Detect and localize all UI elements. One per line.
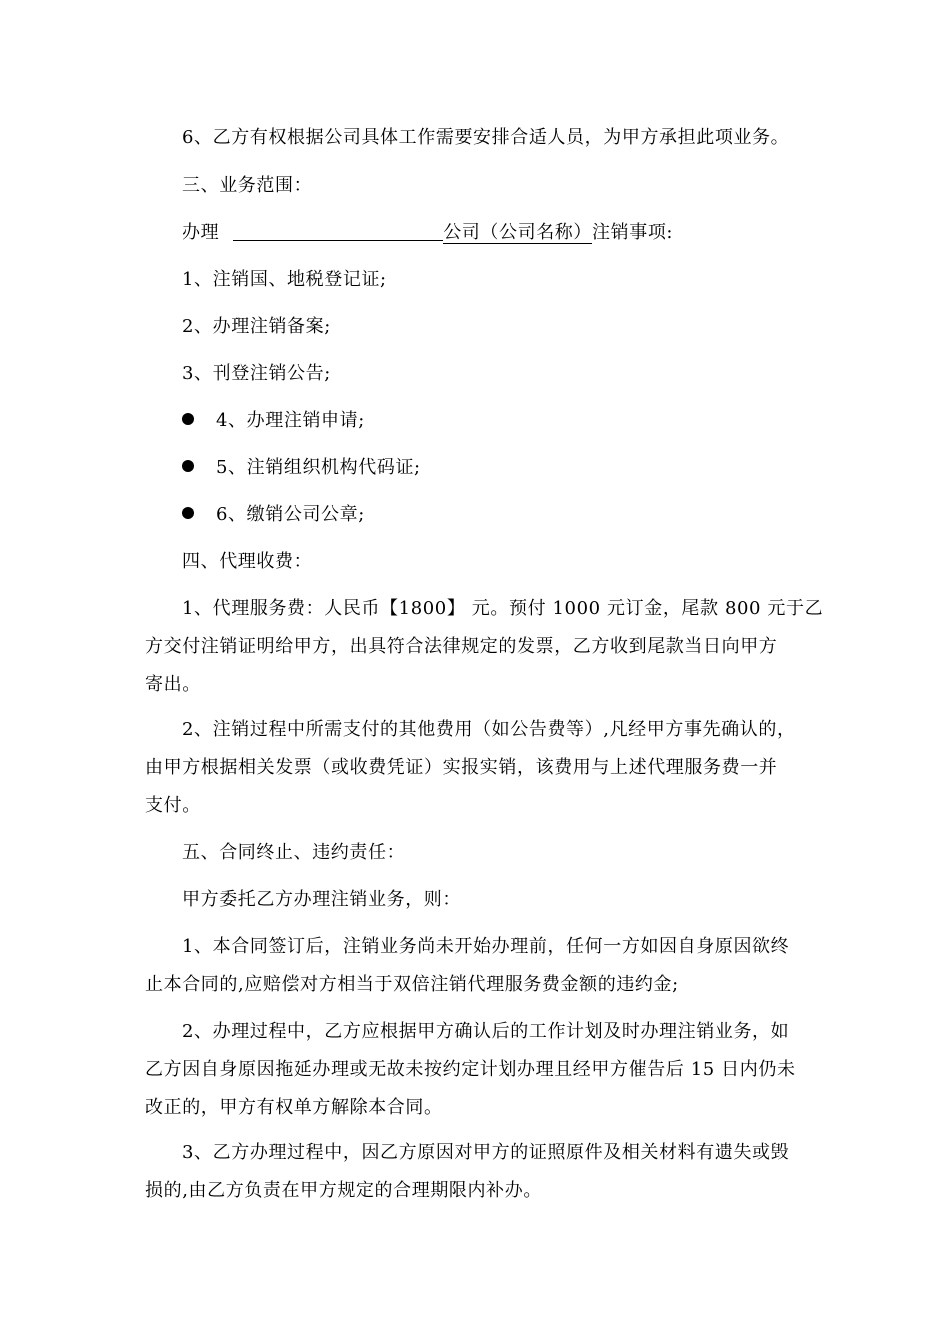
term-3-line-2: 损的,由乙方负责在甲方规定的合理期限内补办。 — [145, 1180, 542, 1201]
fee-1-line-1: 1、代理服务费：人民币【1800】 元。预付 1000 元订金，尾款 800 元于乙 — [182, 598, 824, 619]
scope-line — [182, 221, 815, 245]
term-2-line-1: 2、办理过程中，乙方应根据甲方确认后的工作计划及时办理注销业务，如 — [182, 1021, 790, 1042]
scope-item-3: 3、刊登注销公告; — [182, 363, 331, 384]
term-2-line-3: 改正的，甲方有权单方解除本合同。 — [145, 1097, 443, 1118]
fee-1-line-3: 寄出。 — [145, 674, 201, 695]
term-3-line-1: 3、乙方办理过程中，因乙方原因对甲方的证照原件及相关材料有遗失或毁 — [182, 1142, 790, 1163]
bullet-icon — [182, 460, 194, 472]
scope-suffix: 注销事项: — [592, 222, 674, 243]
section-5-heading: 五、合同终止、违约责任： — [182, 842, 406, 863]
scope-item-4 — [182, 409, 815, 433]
section-5-intro: 甲方委托乙方办理注销业务，则： — [182, 889, 461, 910]
scope-item-4-text: 4、办理注销申请; — [216, 410, 365, 431]
bullet-icon — [182, 413, 194, 425]
scope-item-6 — [182, 503, 815, 527]
section-4-heading: 四、代理收费： — [182, 551, 313, 572]
fee-1-line-2: 方交付注销证明给甲方，出具符合法律规定的发票，乙方收到尾款当日向甲方 — [145, 636, 778, 657]
bullet-icon — [182, 507, 194, 519]
scope-item-2: 2、办理注销备案; — [182, 316, 331, 337]
scope-prefix: 办理 — [182, 222, 220, 243]
scope-company: 公司（公司名称） — [443, 222, 593, 243]
fee-2-line-1: 2、注销过程中所需支付的其他费用（如公告费等）,凡经甲方事先确认的， — [182, 719, 796, 740]
term-1-line-2: 止本合同的,应赔偿对方相当于双倍注销代理服务费金额的违约金; — [145, 974, 679, 995]
fee-2-line-2: 由甲方根据相关发票（或收费凭证）实报实销，该费用与上述代理服务费一并 — [145, 757, 778, 778]
term-1-line-1: 1、本合同签订后，注销业务尚未开始办理前，任何一方如因自身原因欲终 — [182, 936, 790, 957]
scope-item-1: 1、注销国、地税登记证; — [182, 269, 387, 290]
term-2-line-2: 乙方因自身原因拖延办理或无故未按约定计划办理且经甲方催告后 15 日内仍未 — [145, 1059, 796, 1080]
company-name-blank — [233, 222, 443, 241]
scope-item-6-text: 6、缴销公司公章; — [216, 504, 365, 525]
scope-item-5-text: 5、注销组织机构代码证; — [216, 457, 421, 478]
paragraph-clause-6: 6、乙方有权根据公司具体工作需要安排合适人员，为甲方承担此项业务。 — [182, 127, 790, 148]
section-3-heading: 三、业务范围： — [182, 175, 313, 196]
scope-item-5 — [182, 456, 815, 480]
fee-2-line-3: 支付。 — [145, 795, 201, 816]
